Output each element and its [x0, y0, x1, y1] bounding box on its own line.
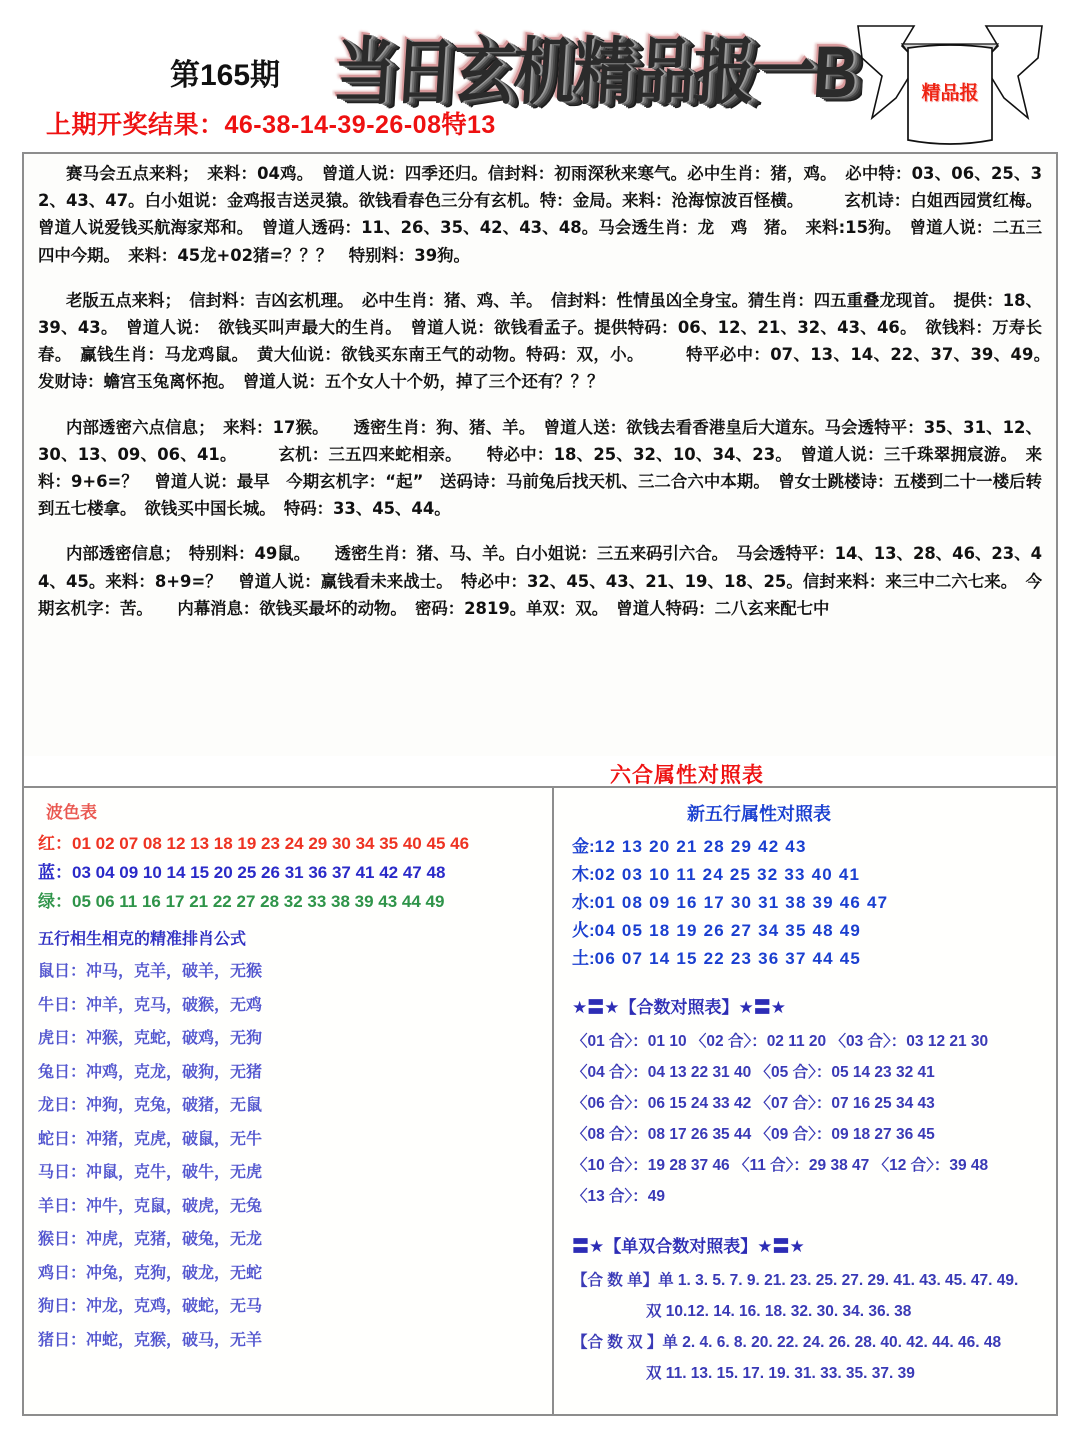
danshuang-row: 【合 数 双 】单 2. 4. 6. 8. 20. 22. 24. 26. 28. 40. 42. 44. 46. 48 [572, 1334, 1002, 1351]
wave-numbers-blue: 03 04 09 10 14 15 20 25 26 31 36 37 41 42 47 48 [72, 863, 446, 882]
attribute-tables-column [554, 788, 1056, 1414]
text-paragraph: 老版五点来料； 信封料：吉凶玄机理。 必中生肖：猪、鸡、羊。 信封料：性情虽凶全身宝。猜生肖：四五重叠龙现首。 提供：18、39、43。 曾道人说： 欲钱买叫声最大的生肖。 曾道人说：欲钱看孟子。提供特码：06、12、21、32、43、46。 欲钱料：万寿长春。 赢钱生肖：马龙鸡鼠。 黄大仙说：欲钱买东南王气的动物。特码：双，小。 特平必中：07、13、14、22、37、39、49。 发财诗：蟾宫玉兔离怀抱。 曾道人说：五个女人十个奶，掉了三个还有？？？ [38, 290, 1059, 392]
page-header [0, 0, 1080, 148]
wave-row-blue [38, 858, 552, 887]
wave-row-green [38, 887, 552, 916]
formula-row: 龙日：冲狗，克兔，破猪，无鼠 [38, 1097, 263, 1114]
hesu-row: 〈01 合〉：01 10 〈02 合〉：02 11 20 〈03 合〉：03 12 21 30 [572, 1033, 989, 1050]
wuxing-numbers-metal: 12 13 20 21 28 29 42 43 [594, 837, 807, 856]
formula-title: 五行相生相克的精准排肖公式 [38, 931, 247, 948]
wave-label-green: 绿： [38, 892, 72, 911]
publication-wordmark: 当日玄机精品报一B [330, 31, 859, 114]
formula-row: 蛇日：冲猪，克虎，破鼠，无牛 [38, 1130, 263, 1148]
wave-label-red: 红： [38, 834, 72, 853]
wuxing-label-water: 水: [572, 893, 595, 912]
formula-row: 虎日：冲猴，克蛇，破鸡，无狗 [38, 1030, 263, 1047]
wuxing-row-earth [572, 945, 1056, 973]
wuxing-table-title: 新五行属性对照表 [687, 804, 831, 824]
formula-row: 羊日：冲牛，克鼠，破虎，无兔 [38, 1197, 263, 1215]
wave-row-red [38, 829, 552, 858]
danshuang-table-title: 〓★【单双合数对照表】★〓★ [572, 1237, 805, 1256]
wuxing-row-water [572, 889, 1056, 917]
hesu-row: 〈08 合〉：08 17 26 35 44 〈09 合〉：09 18 27 36 45 [572, 1126, 935, 1143]
wuxing-numbers-water: 01 08 09 16 17 30 31 38 39 46 47 [594, 893, 889, 912]
formula-row: 鼠日：冲马，克羊，破羊，无猴 [38, 963, 263, 980]
reference-tables-section [22, 756, 1058, 1416]
reference-tables-header [22, 756, 1058, 788]
wuxing-row-fire [572, 917, 1056, 945]
danshuang-row: 双 11. 13. 15. 17. 19. 31. 33. 35. 37. 39 [646, 1365, 915, 1382]
wave-label-blue: 蓝： [38, 863, 72, 882]
formula-row: 猴日：冲虎，克猪，破兔，无龙 [38, 1231, 263, 1248]
ribbon-banner [852, 22, 1048, 150]
hesu-row: 〈04 合〉：04 13 22 31 40 〈05 合〉：05 14 23 32 41 [572, 1064, 935, 1081]
wuxing-label-fire: 火: [572, 921, 595, 940]
formula-row: 鸡日：冲兔，克狗，破龙，无蛇 [38, 1264, 263, 1282]
reference-tables-body [22, 788, 1058, 1416]
text-paragraph: 内部透密信息； 特别料：49鼠。 透密生肖：猪、马、羊。白小姐说：三五来码引六合。 马会透特平：14、13、28、46、23、44、45。来料：8+9=？ 曾道人说：赢钱看未来战士。 特必中：32、45、43、21、19、18、25。信封来料：来三中二六七来。 今期玄机字：苦。 内幕消息：欲钱买最坏的动物。 密码：2819。单双：双。 曾道人特码：二八玄来配七中 [38, 544, 1042, 618]
hesu-row: 〈06 合〉：06 15 24 33 42 〈07 合〉：07 16 25 34 43 [572, 1095, 935, 1112]
wuxing-numbers-fire: 04 05 18 19 26 27 34 35 48 49 [594, 921, 862, 940]
wuxing-label-earth: 土: [572, 949, 595, 968]
hesu-row: 〈13 合〉：49 [572, 1188, 666, 1205]
ribbon-label: 精品报 [921, 83, 979, 104]
formula-row: 牛日：冲羊，克马，破猴，无鸡 [38, 996, 263, 1014]
hesu-row: 〈10 合〉：19 28 37 46 〈11 合〉：29 38 47 〈12 合〉：39 48 [572, 1157, 989, 1174]
wuxing-row-wood [572, 861, 1056, 889]
wave-numbers-green: 05 06 11 16 17 21 22 27 28 32 33 38 39 43 44 49 [72, 892, 445, 911]
danshuang-row: 双 10.12. 14. 16. 18. 32. 30. 34. 36. 38 [646, 1303, 912, 1320]
wuxing-row-metal [572, 833, 1056, 861]
hesu-table-title: ★〓★【合数对照表】★〓★ [572, 998, 786, 1017]
wuxing-label-wood: 木: [572, 865, 595, 884]
wuxing-label-metal: 金: [572, 837, 595, 856]
wuxing-numbers-wood: 02 03 10 11 24 25 32 33 40 41 [594, 865, 861, 884]
issue-number: 第165期 [170, 59, 281, 92]
formula-row: 马日：冲鼠，克牛，破牛，无虎 [38, 1164, 263, 1181]
section-title: 六合属性对照表 [610, 764, 764, 787]
wave-numbers-red: 01 02 07 08 12 13 18 19 23 24 29 30 34 35 40 45 46 [72, 834, 470, 853]
wave-color-column [24, 788, 554, 1414]
main-text-panel [22, 152, 1058, 756]
formula-row: 猪日：冲蛇，克猴，破马，无羊 [38, 1331, 263, 1349]
danshuang-row: 【合 数 单】单 1. 3. 5. 7. 9. 21. 23. 25. 27. 29. 41. 43. 45. 47. 49. [572, 1272, 1019, 1289]
text-paragraph: 赛马会五点来料； 来料：04鸡。 曾道人说：四季还归。信封料：初雨深秋来寒气。必中生肖：猪，鸡。 必中特：03、06、25、32、43、47。白小姐说：金鸡报吉送灵猿。欲钱看春色三分有玄机。特：金局。来料：沧海惊波百怪横。 玄机诗：白姐西园赏红梅。曾道人说爱钱买航海家郑和。 曾道人透码：11、26、35、42、43、48。马会透生肖：龙 鸡 猪。 来料:15狗。 曾道人说：二五三四中今期。 来料：45龙+02猪=？？？ 特别料：39狗。 [38, 164, 1042, 265]
formula-row: 兔日：冲鸡，克龙，破狗，无猪 [38, 1063, 263, 1081]
wuxing-numbers-earth: 06 07 14 15 22 23 36 37 44 45 [594, 949, 862, 968]
formula-row: 狗日：冲龙，克鸡，破蛇，无马 [38, 1298, 263, 1315]
text-paragraph: 内部透密六点信息； 来料：17猴。 透密生肖：狗、猪、羊。 曾道人送：欲钱去看香港皇后大道东。马会透特平：35、31、12、30、13、09、06、41。 玄机：三五四来蛇相亲。 特必中：18、25、32、10、34、23。 曾道人说：三千珠翠拥宸游。 来料：9+6=？ 曾道人说：最早 今期玄机字：“起” 送码诗：马前兔后找天机、三二合六中本期。 曾女士跳楼诗：五楼到二十一楼后转到五七楼拿。 欲钱买中国长城。 特码：33、45、44。 [38, 417, 1042, 519]
wave-table-title: 波色表 [46, 803, 97, 822]
last-draw-result: 上期开奖结果：46-38-14-39-26-08特13 [46, 111, 496, 139]
